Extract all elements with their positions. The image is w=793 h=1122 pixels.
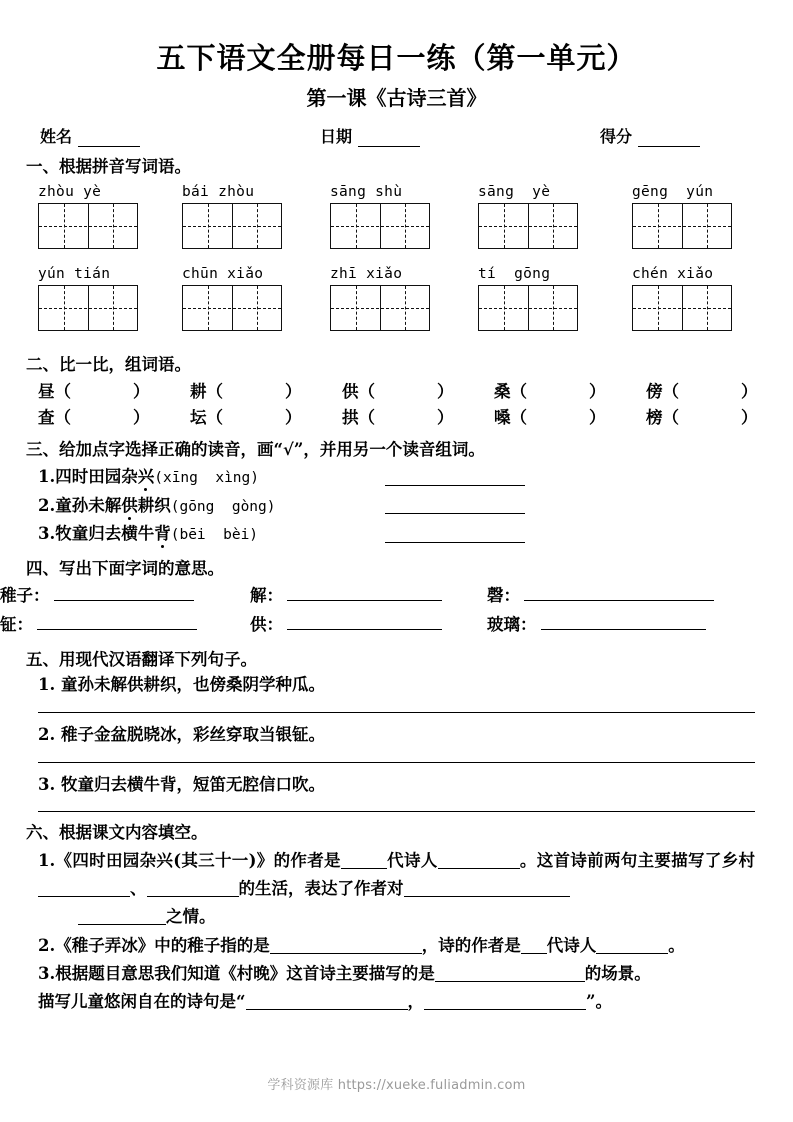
- compare-row-2: [38, 404, 793, 430]
- q3-part-b: 的场景。: [584, 964, 651, 984]
- paren-open: （: [662, 381, 679, 401]
- paren-open: （: [662, 407, 679, 427]
- q3-part-e: ”。: [586, 992, 612, 1012]
- paren-close: ）: [285, 381, 302, 401]
- pinyin-text: chūn xiǎo: [182, 265, 264, 282]
- pinyin-item: [182, 181, 282, 249]
- meaning-item[interactable]: [250, 582, 442, 606]
- blank[interactable]: [521, 938, 547, 954]
- answer-line[interactable]: [38, 811, 755, 812]
- blank[interactable]: [404, 881, 570, 897]
- grid-dashed-line: [331, 308, 429, 309]
- pinyin-item: [478, 181, 578, 249]
- page-title: 五下语文全册每日一练（第一单元）: [156, 41, 637, 75]
- name-label: 姓名: [40, 127, 73, 147]
- name-blank[interactable]: [78, 132, 140, 147]
- translate-question: 3. 牧童归去横牛背，短笛无腔信口吹。: [38, 774, 325, 794]
- pinyin-text: zhī xiǎo: [330, 265, 403, 282]
- pinyin-item: [38, 263, 138, 331]
- compare-char: 桑: [494, 381, 511, 401]
- score-field[interactable]: [600, 124, 700, 147]
- compare-row-1: [38, 378, 793, 404]
- pinyin-options[interactable]: (gōng gòng): [170, 498, 276, 515]
- grid-dashed-line: [479, 308, 577, 309]
- paren-open: （: [54, 407, 71, 427]
- compare-char: 嗓: [494, 407, 511, 427]
- fill-blank-question-3: [0, 960, 793, 1017]
- meaning-blank[interactable]: [37, 614, 197, 630]
- meaning-blank[interactable]: [524, 585, 714, 601]
- watermark: 学科资源库 https://xueke.fuliadmin.com: [267, 1078, 526, 1093]
- date-field[interactable]: [320, 124, 420, 147]
- character-grid[interactable]: [478, 285, 578, 331]
- meaning-item[interactable]: [250, 611, 442, 635]
- meaning-row-2: [0, 611, 793, 640]
- pronunciation-choice-row: [0, 492, 793, 521]
- paren-open: （: [206, 381, 223, 401]
- pinyin-row-1: [0, 181, 793, 263]
- compare-item[interactable]: [646, 404, 758, 428]
- character-grid[interactable]: [330, 285, 430, 331]
- pinyin-item: [330, 263, 430, 331]
- pinyin-text: yún tián: [38, 265, 111, 282]
- meaning-label: 解：: [250, 585, 283, 605]
- grid-dashed-line: [331, 226, 429, 227]
- q1-part-f: 之情。: [166, 907, 216, 927]
- grid-dashed-line: [39, 226, 137, 227]
- answer-line[interactable]: [385, 542, 525, 543]
- paren-open: （: [510, 381, 527, 401]
- paren-close: ）: [133, 381, 150, 401]
- meaning-blank[interactable]: [541, 614, 706, 630]
- compare-char: 耕: [190, 381, 207, 401]
- compare-item[interactable]: [494, 378, 606, 402]
- fill-blank-question-1: [0, 847, 793, 932]
- meaning-blank[interactable]: [287, 585, 442, 601]
- paren-close: ）: [437, 407, 454, 427]
- pinyin-item: [38, 181, 138, 249]
- compare-item[interactable]: [38, 404, 150, 428]
- q1-part-a: 1.《四时田园杂兴(其三十一)》的作者是: [38, 850, 341, 870]
- meaning-item[interactable]: [0, 582, 194, 606]
- blank[interactable]: [246, 994, 408, 1010]
- pinyin-item: [182, 263, 282, 331]
- meaning-blank[interactable]: [54, 585, 194, 601]
- q1-part-e: 的生活，表达了作者对: [238, 878, 404, 898]
- pinyin-text: bái zhòu: [182, 183, 255, 200]
- q1-part-d: 、: [130, 878, 147, 898]
- q3-part-d: ，: [407, 992, 424, 1012]
- meaning-item[interactable]: [487, 611, 706, 635]
- name-field[interactable]: [40, 124, 140, 147]
- pronunciation-choice-row: [0, 463, 793, 492]
- translate-question: 2. 稚子金盆脱晓冰，彩丝穿取当银钲。: [38, 724, 325, 744]
- compare-item[interactable]: [646, 378, 758, 402]
- meaning-item[interactable]: [0, 611, 197, 635]
- q3-part-c: 描写儿童悠闲自在的诗句是“: [38, 992, 246, 1012]
- grid-dashed-line: [39, 308, 137, 309]
- pinyin-item: [632, 181, 732, 249]
- dotted-character: 背: [154, 520, 171, 544]
- blank[interactable]: [438, 853, 520, 869]
- blank[interactable]: [341, 853, 387, 869]
- sentence-pre: 牧童归去横牛: [55, 524, 155, 544]
- compare-item[interactable]: [494, 404, 606, 428]
- date-blank[interactable]: [358, 132, 420, 147]
- pinyin-text: sāng yè: [478, 183, 551, 200]
- item-number: 2.: [38, 495, 56, 515]
- blank[interactable]: [38, 881, 130, 897]
- sentence-post: 耕织: [137, 495, 171, 515]
- date-label: 日期: [320, 127, 353, 147]
- section-4-heading: 四、写出下面字词的意思。: [26, 558, 224, 578]
- compare-char: 查: [38, 407, 55, 427]
- section-5-heading: 五、用现代汉语翻译下列句子。: [26, 649, 257, 669]
- page-subtitle: 第一课《古诗三首》: [306, 86, 487, 111]
- item-number: 1.: [38, 467, 56, 487]
- character-grid[interactable]: [38, 285, 138, 331]
- q1-part-b: 代诗人: [386, 850, 438, 870]
- pinyin-text: tí gōng: [478, 265, 551, 282]
- pinyin-item: [632, 263, 732, 331]
- blank[interactable]: [435, 966, 585, 982]
- paren-open: （: [206, 407, 223, 427]
- paren-close: ）: [133, 407, 150, 427]
- dotted-character: 兴: [138, 463, 155, 487]
- score-blank[interactable]: [638, 132, 700, 147]
- pinyin-text: zhòu yè: [38, 183, 102, 200]
- paren-close: ）: [589, 381, 606, 401]
- meaning-label: 供：: [250, 614, 283, 634]
- character-grid[interactable]: [330, 203, 430, 249]
- student-info-row: [0, 124, 793, 147]
- answer-line[interactable]: [38, 712, 755, 713]
- dotted-character: 供: [121, 492, 138, 516]
- meaning-label: 磬：: [487, 585, 520, 605]
- answer-line[interactable]: [38, 762, 755, 763]
- blank[interactable]: [78, 909, 166, 925]
- grid-dashed-line: [183, 226, 281, 227]
- character-grid[interactable]: [182, 203, 282, 249]
- grid-dashed-line: [183, 308, 281, 309]
- grid-dashed-line: [633, 308, 731, 309]
- paren-close: ）: [589, 407, 606, 427]
- q3-part-a: 3.根据题目意思我们知道《村晚》这首诗主要描写的是: [38, 964, 435, 984]
- pinyin-item: [330, 181, 430, 249]
- compare-item[interactable]: [38, 378, 150, 402]
- section-2-heading: 二、比一比，组词语。: [26, 354, 191, 374]
- paren-close: ）: [741, 381, 758, 401]
- compare-char: 供: [342, 381, 359, 401]
- score-label: 得分: [600, 127, 633, 147]
- compare-item[interactable]: [190, 404, 302, 428]
- section-3-heading: 三、给加点字选择正确的读音，画“√”，并用另一个读音组词。: [26, 439, 485, 459]
- character-grid[interactable]: [632, 285, 732, 331]
- section-6-heading: 六、根据课文内容填空。: [26, 823, 208, 843]
- character-grid[interactable]: [182, 285, 282, 331]
- meaning-item[interactable]: [487, 582, 714, 606]
- q2-part-b: ，诗的作者是: [421, 935, 521, 955]
- paren-open: （: [54, 381, 71, 401]
- compare-block: [0, 378, 793, 430]
- paren-close: ）: [741, 407, 758, 427]
- grid-dashed-line: [479, 226, 577, 227]
- character-grid[interactable]: [632, 203, 732, 249]
- fill-blank-question-2: [0, 932, 793, 960]
- blank[interactable]: [596, 938, 668, 954]
- character-grid[interactable]: [38, 203, 138, 249]
- answer-line[interactable]: [385, 485, 525, 486]
- paren-open: （: [358, 407, 375, 427]
- compare-item[interactable]: [342, 404, 454, 428]
- spacer: [420, 124, 600, 147]
- paren-close: ）: [285, 407, 302, 427]
- meaning-row-1: [0, 582, 793, 611]
- compare-char: 榜: [646, 407, 663, 427]
- pinyin-row-2: [0, 263, 793, 345]
- meaning-label: 钲：: [0, 614, 33, 634]
- compare-item[interactable]: [190, 378, 302, 402]
- answer-line[interactable]: [385, 513, 525, 514]
- compare-item[interactable]: [342, 378, 454, 402]
- pinyin-text: chén xiǎo: [632, 265, 714, 282]
- section-1-heading: 一、根据拼音写词语。: [26, 157, 191, 177]
- pinyin-text: sāng shù: [330, 183, 403, 200]
- pinyin-options[interactable]: (bēi bèi): [170, 527, 259, 544]
- compare-char: 傍: [646, 381, 663, 401]
- meaning-label: 玻璃：: [487, 614, 537, 634]
- paren-open: （: [510, 407, 527, 427]
- pronunciation-choice-row: [0, 520, 793, 549]
- compare-char: 拱: [342, 407, 359, 427]
- pinyin-item: [478, 263, 578, 331]
- grid-dashed-line: [633, 226, 731, 227]
- blank[interactable]: [147, 881, 239, 897]
- pinyin-text: gēng yún: [632, 183, 714, 200]
- q2-part-d: 。: [668, 935, 685, 955]
- meaning-label: 稚子：: [0, 585, 50, 605]
- spacer: [140, 124, 320, 147]
- paren-open: （: [358, 381, 375, 401]
- q1-part-c: 。这首诗前两句主要描写了乡村: [519, 850, 756, 870]
- sentence-pre: 四时田园杂: [55, 467, 138, 487]
- meaning-blank[interactable]: [287, 614, 442, 630]
- blank[interactable]: [270, 938, 422, 954]
- compare-char: 坛: [190, 407, 207, 427]
- pinyin-options[interactable]: (xīng xìng): [154, 470, 259, 487]
- paren-close: ）: [437, 381, 454, 401]
- sentence-pre: 童孙未解: [55, 495, 122, 515]
- translate-question: 1. 童孙未解供耕织，也傍桑阴学种瓜。: [38, 675, 325, 695]
- compare-char: 昼: [38, 381, 55, 401]
- blank[interactable]: [424, 994, 586, 1010]
- item-number: 3.: [38, 524, 56, 544]
- q2-part-c: 代诗人: [546, 935, 597, 955]
- q2-part-a: 2.《稚子弄冰》中的稚子指的是: [38, 935, 270, 955]
- character-grid[interactable]: [478, 203, 578, 249]
